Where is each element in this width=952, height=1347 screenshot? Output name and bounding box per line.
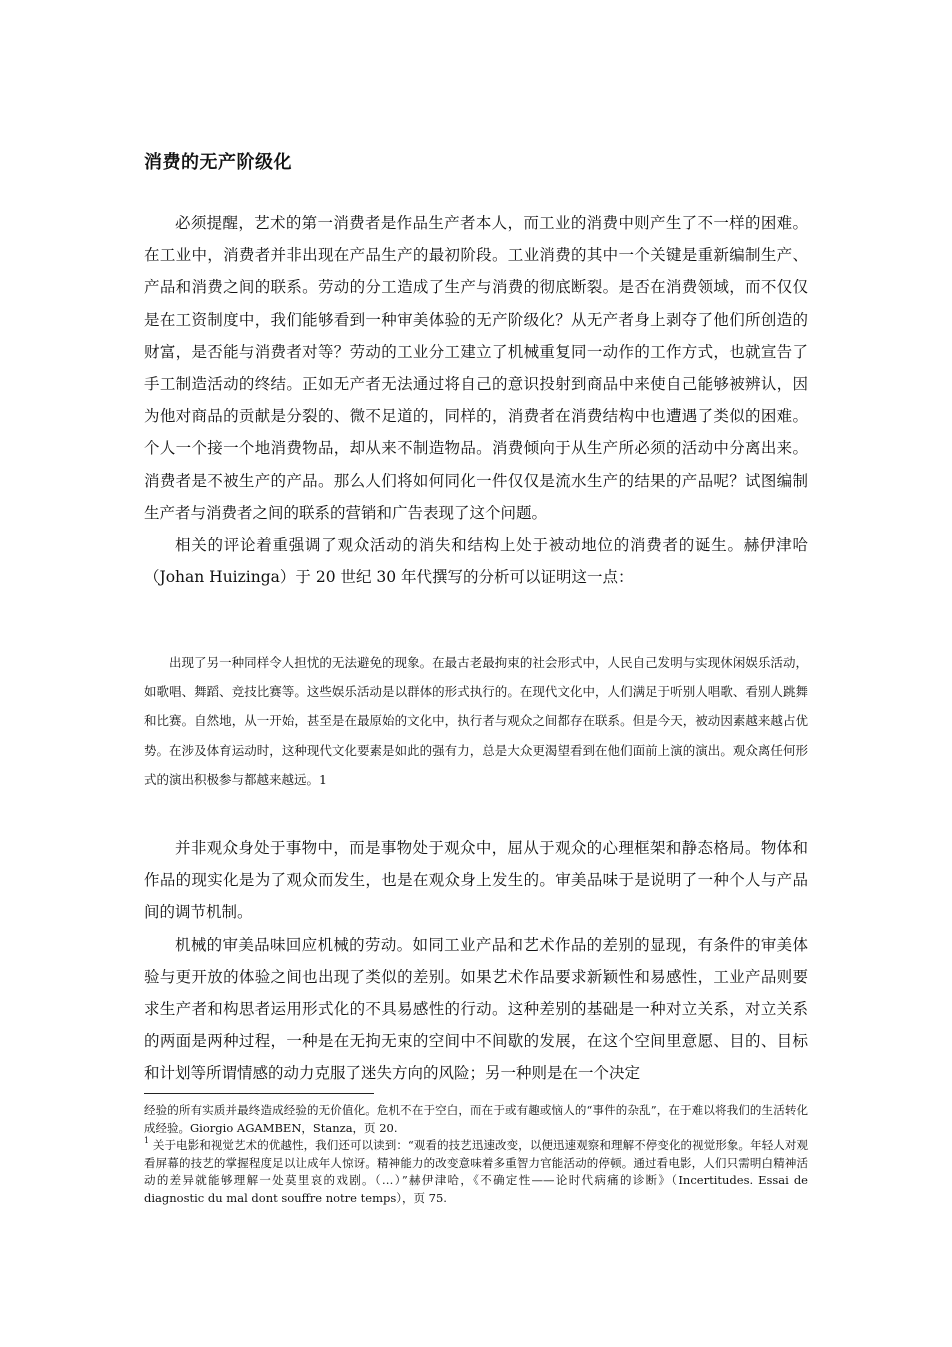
footnote-divider xyxy=(144,1093,374,1094)
paragraph-3: 并非观众身处于事物中，而是事物处于观众中，屈从于观众的心理框架和静态格局。物体和作品的现实化是为了观众而发生，也是在观众身上发生的。审美品味于是说明了一种个人与产品间的调节机制。 xyxy=(144,839,808,922)
section-title: 消费的无产阶级化 xyxy=(144,152,292,173)
paragraph-4: 机械的审美品味回应机械的劳动。如同工业产品和艺术作品的差别的显现，有条件的审美体验与更开放的体验之间也出现了类似的差别。如果艺术作品要求新颖性和易感性，工业产品则要求生产者和构思者运用形式化的不具易感性的行动。这种差别的基础是一种对立关系，对立关系的两面是两种过程，一种是在无拘无束的空间中不间歇的发展，在这个空间里意愿、目的、目标和计划等所谓情感的动力克服了迷失方向的风险；另一种则是在一个决定 xyxy=(144,935,808,1083)
document-page xyxy=(144,0,808,1347)
footnote-continued: 经验的所有实质并最终造成经验的无价值化。危机不在于空白，而在于或有趣或恼人的“事件的杂乱”，在于难以将我们的生活转化成经验。Giorgio AGAMBEN，Stanza，页 20. xyxy=(144,1103,808,1135)
footnotes xyxy=(144,1102,808,1207)
footnote-1 xyxy=(144,1137,808,1207)
paragraph-1: 必须提醒，艺术的第一消费者是作品生产者本人，而工业的消费中则产生了不一样的困难。在工业中，消费者并非出现在产品生产的最初阶段。工业消费的其中一个关键是重新编制生产、产品和消费之间的联系。劳动的分工造成了生产与消费的彻底断裂。是否在消费领域，而不仅仅是在工资制度中，我们能够看到一种审美体验的无产阶级化？从无产者身上剥夺了他们所创造的财富，是否能与消费者对等？劳动的工业分工建立了机械重复同一动作的工作方式，也就宣告了手工制造活动的终结。正如无产者无法通过将自己的意识投射到商品中来使自己能够被辨认，因为他对商品的贡献是分裂的、微不足道的，同样的，消费者在消费结构中也遭遇了类似的困难。个人一个接一个地消费物品，却从来不制造物品。消费倾向于从生产所必须的活动中分离出来。消费者是不被生产的产品。那么人们将如何同化一件仅仅是流水生产的结果的产品呢？试图编制生产者与消费者之间的联系的营销和广告表现了这个问题。 xyxy=(144,214,808,522)
footnote-1-marker: 1 xyxy=(144,1136,150,1145)
body-section-1 xyxy=(144,207,808,593)
quote-paragraph xyxy=(144,648,808,794)
paragraph-2: 相关的评论着重强调了观众活动的消失和结构上处于被动地位的消费者的诞生。赫伊津哈（Johan Huizinga）于 20 世纪 30 年代撰写的分析可以证明这一点： xyxy=(144,536,808,587)
body-section-2 xyxy=(144,832,808,1090)
block-quote xyxy=(144,648,808,794)
footnote-1-text: 关于电影和视觉艺术的优越性，我们还可以读到：“观看的技艺迅速改变，以便迅速观察和理解不停变化的视觉形象。年轻人对观看屏幕的技艺的掌握程度足以让成年人惊讶。精神能力的改变意味着多重智力官能活动的停顿。通过看电影，人们只需明白精神活动的差异就能够理解一处莫里哀的戏剧。（…）”赫伊津哈，《不确定性——论时代病痛的诊断》（Incertitudes. Essai de diagnostic du mal dont souffre notre temps），页 75. xyxy=(144,1138,808,1205)
quote-footnote-ref[interactable]: 1 xyxy=(319,771,327,787)
quote-text: 出现了另一种同样令人担忧的无法避免的现象。在最古老最拘束的社会形式中，人民自己发明与实现休闲娱乐活动，如歌唱、舞蹈、竞技比赛等。这些娱乐活动是以群体的形式执行的。在现代文化中，人们满足于听别人唱歌、看别人跳舞和比赛。自然地，从一开始，甚至是在最原始的文化中，执行者与观众之间都存在联系。但是今天，被动因素越来越占优势。在涉及体育运动时，这种现代文化要素是如此的强有力，总是大众更渴望看到在他们面前上演的演出。观众离任何形式的演出积极参与都越来越远。 xyxy=(144,655,808,787)
